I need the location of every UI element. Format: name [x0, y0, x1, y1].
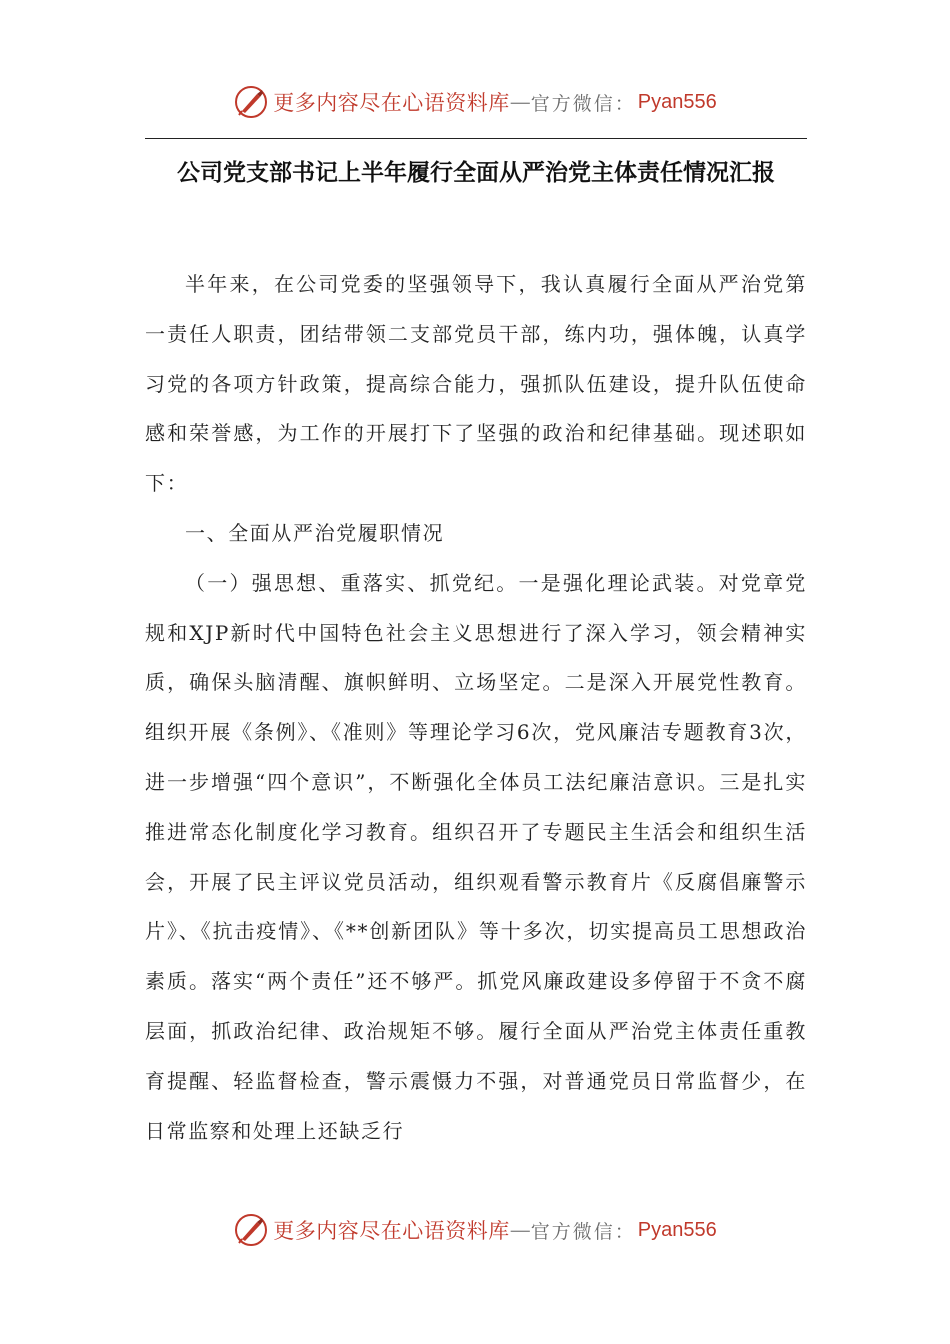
paragraph-intro: 半年来，在公司党委的坚强领导下，我认真履行全面从严治党第一责任人职责，团结带领二支部党员干部，练内功，强体魄，认真学习党的各项方针政策，提高综合能力，强抓队伍建设，提升队伍使命感和荣誉感，为工作的开展打下了坚强的政治和纪律基础。现述职如下：	[145, 272, 807, 496]
quill-pen-icon	[233, 84, 269, 120]
footer-banner	[0, 1210, 950, 1250]
document-body	[145, 260, 807, 1156]
banner-separator: —	[509, 1218, 531, 1242]
site-name: 更多内容尽在心语资料库	[273, 1219, 510, 1243]
header-divider	[145, 138, 807, 139]
paragraph-section-1: （一）强思想、重落实、抓党纪。一是强化理论武装。对党章党规和XJP新时代中国特色社会主义思想进行了深入学习，领会精神实质，确保头脑清醒、旗帜鲜明、立场坚定。二是深入开展党性教育。组织开展《条例》、《准则》等理论学习6次，党风廉洁专题教育3次，进一步增强“四个意识”，不断强化全体员工法纪廉洁意识。三是扎实推进常态化制度化学习教育。组织召开了专题民主生活会和组织生活会，开展了民主评议党员活动，组织观看警示教育片《反腐倡廉警示片》、《抗击疫情》、《**创新团队》等十多次，切实提高员工思想政治素质。落实“两个责任”还不够严。抓党风廉政建设多停留于不贪不腐层面，抓政治纪律、政治规矩不够。履行全面从严治党主体责任重教育提醒、轻监督检查，警示震慑力不强，对普通党员日常监督少，在日常监察和处理上还缺乏行	[145, 570, 807, 1143]
quill-pen-icon	[233, 1212, 269, 1248]
site-name: 更多内容尽在心语资料库	[273, 91, 510, 115]
document-title: 公司党支部书记上半年履行全面从严治党主体责任情况汇报	[177, 160, 775, 186]
wechat-id: Pyan556	[637, 1218, 717, 1241]
header-banner	[0, 82, 950, 122]
wechat-id: Pyan556	[637, 90, 717, 113]
section-heading: 一、全面从严治党履职情况	[185, 520, 445, 545]
banner-separator: —	[509, 90, 531, 114]
wechat-label: 官方微信：	[530, 92, 636, 115]
wechat-label: 官方微信：	[530, 1220, 636, 1243]
